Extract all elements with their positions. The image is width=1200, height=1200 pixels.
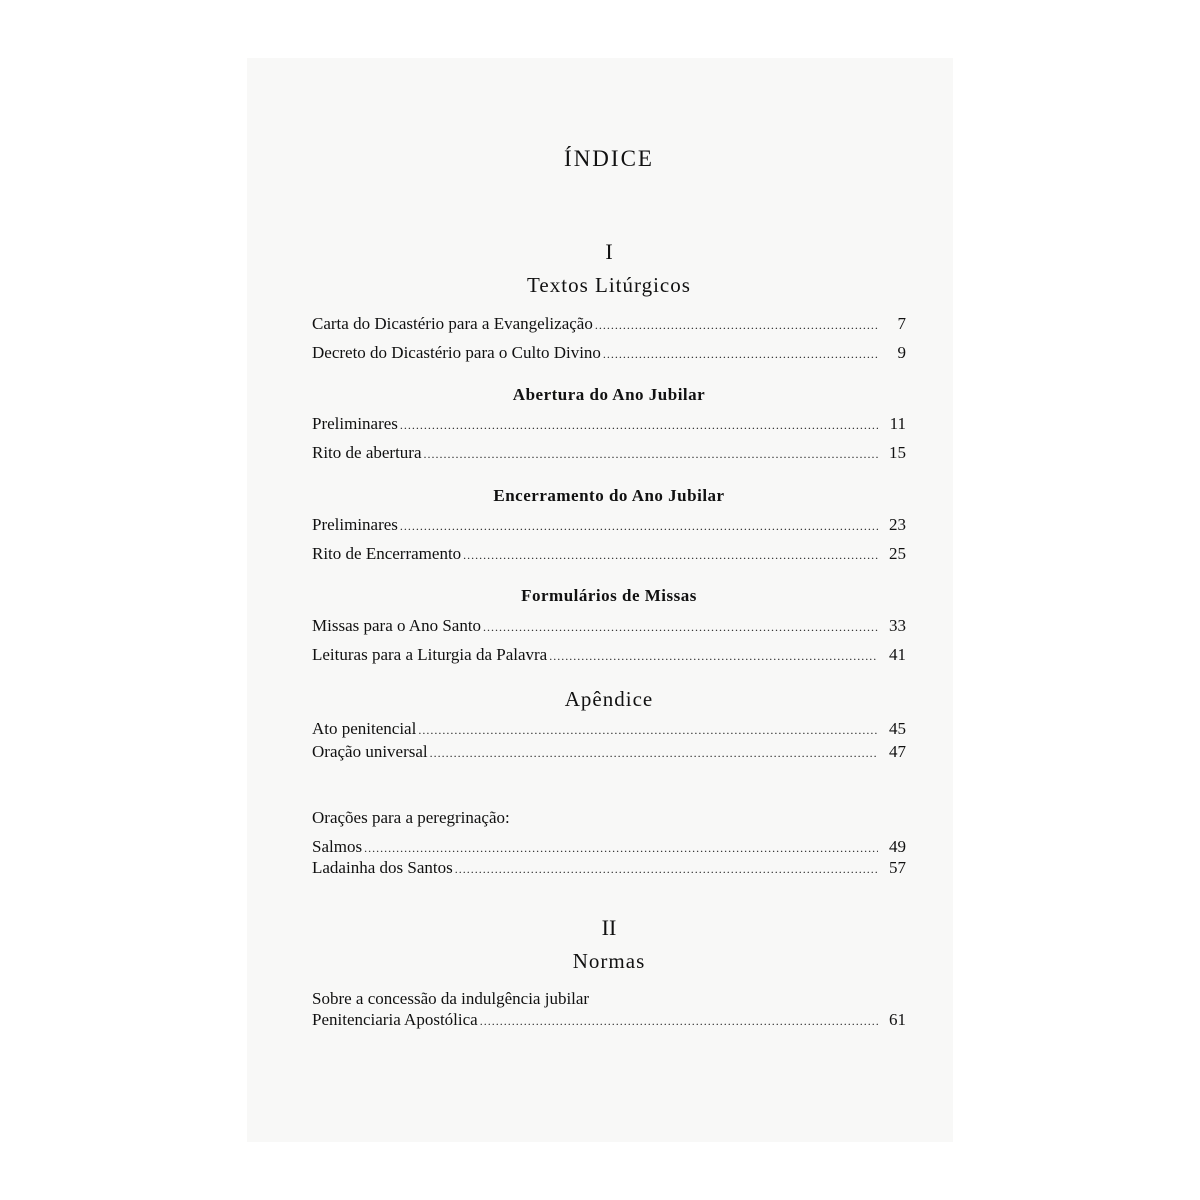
- leader-dots: [364, 837, 878, 859]
- toc-entry-label: Salmos: [312, 837, 363, 856]
- toc-entry[interactable]: [312, 718, 906, 740]
- toc-entry-page: 57: [889, 858, 906, 877]
- section-title: Abertura do Ano Jubilar: [512, 385, 706, 404]
- leader-dots: [400, 515, 878, 537]
- toc-entry[interactable]: [312, 313, 906, 335]
- toc-entry[interactable]: [312, 741, 906, 763]
- toc-entry-page: 61: [889, 1010, 906, 1029]
- toc-entry-page: 11: [889, 414, 906, 433]
- toc-entry-page: 47: [889, 742, 906, 761]
- toc-entry[interactable]: [312, 644, 906, 666]
- toc-entry-page: 23: [889, 515, 906, 534]
- toc-entry-page: 25: [889, 544, 906, 563]
- toc-entry-label: Rito de Encerramento: [312, 544, 462, 563]
- leader-dots: [418, 719, 878, 741]
- toc-entry-label: Decreto do Dicastério para o Culto Divino: [312, 343, 601, 362]
- toc-entry-label: Preliminares: [312, 414, 398, 433]
- toc-entry-label: Missas para o Ano Santo: [312, 616, 482, 635]
- toc-entry[interactable]: [312, 543, 906, 565]
- toc-entry-page: 33: [889, 616, 906, 635]
- page-title: ÍNDICE: [564, 146, 654, 171]
- toc-entry-label: Penitenciaria Apostólica: [312, 1010, 478, 1029]
- part-title: Textos Litúrgicos: [527, 273, 691, 297]
- toc-entry-label: Leituras para a Liturgia da Palavra: [312, 645, 548, 664]
- toc-entry[interactable]: [312, 342, 906, 364]
- toc-entry-label: Ladainha dos Santos: [312, 858, 453, 877]
- toc-entry-page: 45: [889, 719, 906, 738]
- leader-dots: [455, 858, 878, 880]
- part-number: I: [605, 239, 613, 264]
- pilgrimage-heading: Orações para a peregrinação:: [312, 808, 510, 827]
- section-title: Formulários de Missas: [521, 586, 697, 605]
- toc-entry[interactable]: [312, 442, 906, 464]
- section-title: Encerramento do Ano Jubilar: [493, 486, 725, 505]
- toc-entry[interactable]: [312, 514, 906, 536]
- toc-entry[interactable]: [312, 857, 906, 879]
- leader-dots: [430, 742, 878, 764]
- toc-entry-label: Rito de abertura: [312, 443, 422, 462]
- part-title: Normas: [572, 949, 646, 973]
- leader-dots: [400, 414, 878, 436]
- leader-dots: [603, 343, 878, 365]
- toc-entry[interactable]: [312, 836, 906, 858]
- leader-dots: [480, 1010, 878, 1032]
- toc-entry-page: 15: [889, 443, 906, 462]
- toc-entry-page: 49: [889, 837, 906, 856]
- toc-entry[interactable]: [312, 615, 906, 637]
- leader-dots: [549, 645, 878, 667]
- toc-entry[interactable]: [312, 1009, 906, 1031]
- toc-entry-label: Carta do Dicastério para a Evangelização: [312, 314, 593, 333]
- toc-entry-first-line: Sobre a concessão da indulgência jubilar: [312, 989, 590, 1008]
- leader-dots: [424, 443, 878, 465]
- toc-entry-label: Ato penitencial: [312, 719, 417, 738]
- toc-entry-page: 41: [889, 645, 906, 664]
- toc-entry-page: 9: [897, 343, 906, 362]
- toc-entry-page: 7: [897, 314, 906, 333]
- leader-dots: [595, 314, 878, 336]
- leader-dots: [483, 616, 878, 638]
- toc-entry-label: Preliminares: [312, 515, 398, 534]
- leader-dots: [463, 544, 878, 566]
- appendix-title: Apêndice: [564, 687, 654, 711]
- toc-entry[interactable]: [312, 413, 906, 435]
- part-number: II: [601, 915, 617, 940]
- toc-entry-label: Oração universal: [312, 742, 428, 761]
